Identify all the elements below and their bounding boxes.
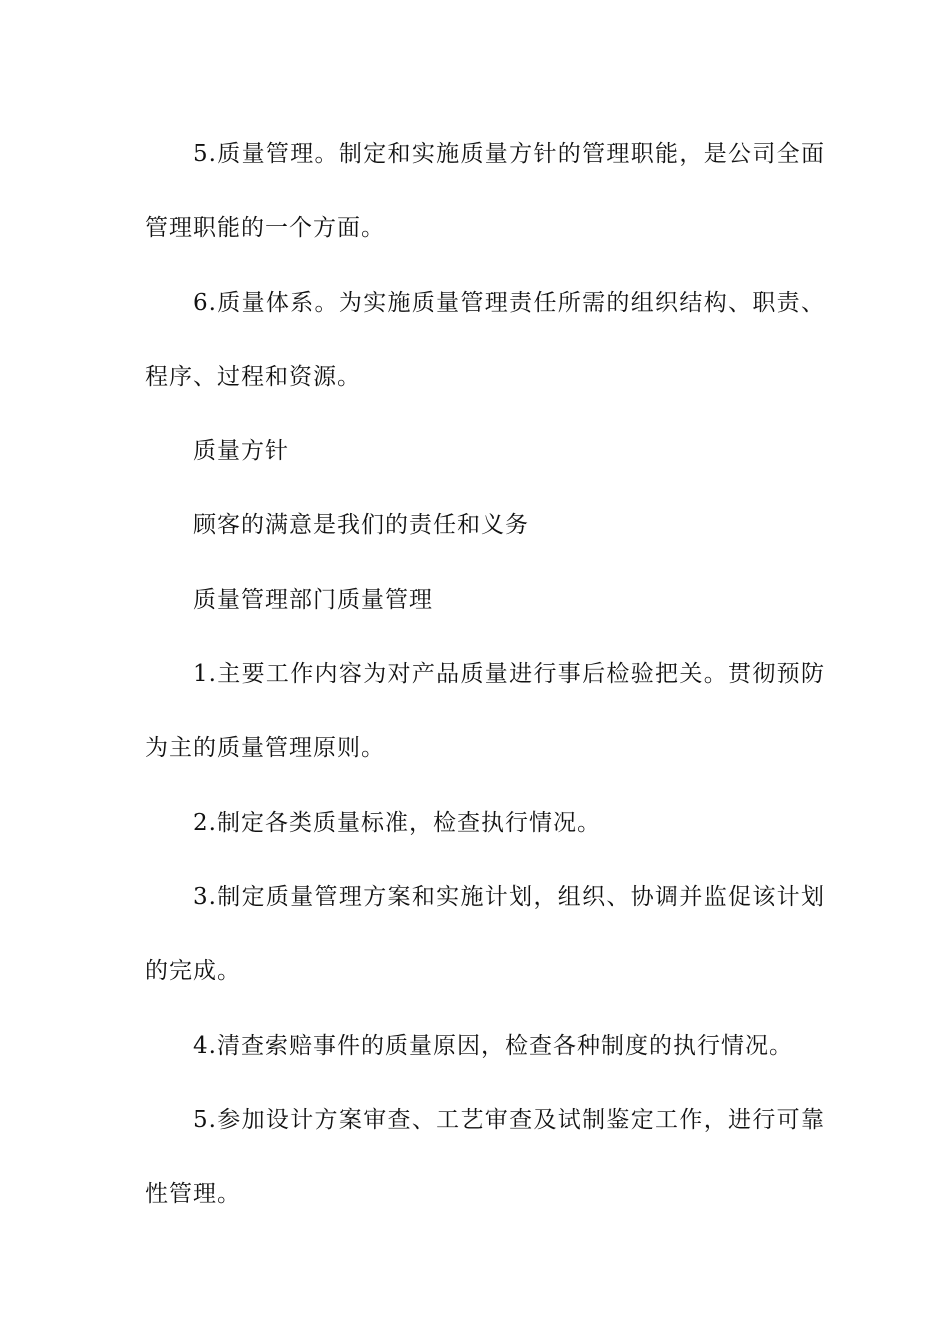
document-body [145, 117, 825, 1231]
list-item-3: 3.制定质量管理方案和实施计划，组织、协调并监促该计划的完成。 [145, 883, 825, 985]
list-item-2: 2.制定各类质量标准，检查执行情况。 [193, 809, 601, 836]
heading-quality-policy: 质量方针 [193, 438, 289, 465]
paragraph-quality-system-definition: 6.质量体系。为实施质量管理责任所需的组织结构、职责、程序、过程和资源。 [145, 289, 825, 390]
paragraph-quality-management-definition: 5.质量管理。制定和实施质量方针的管理职能，是公司全面管理职能的一个方面。 [145, 141, 825, 242]
list-item-5: 5.参加设计方案审查、工艺审查及试制鉴定工作，进行可靠性管理。 [145, 1106, 825, 1208]
list-item-1: 1.主要工作内容为对产品质量进行事后检验把关。贯彻预防为主的质量管理原则。 [145, 661, 825, 762]
list-item-4: 4.清查索赔事件的质量原因，检查各种制度的执行情况。 [193, 1032, 793, 1059]
heading-department-quality-management: 质量管理部门质量管理 [193, 586, 433, 613]
paragraph-quality-policy-statement: 顾客的满意是我们的责任和义务 [193, 512, 529, 539]
